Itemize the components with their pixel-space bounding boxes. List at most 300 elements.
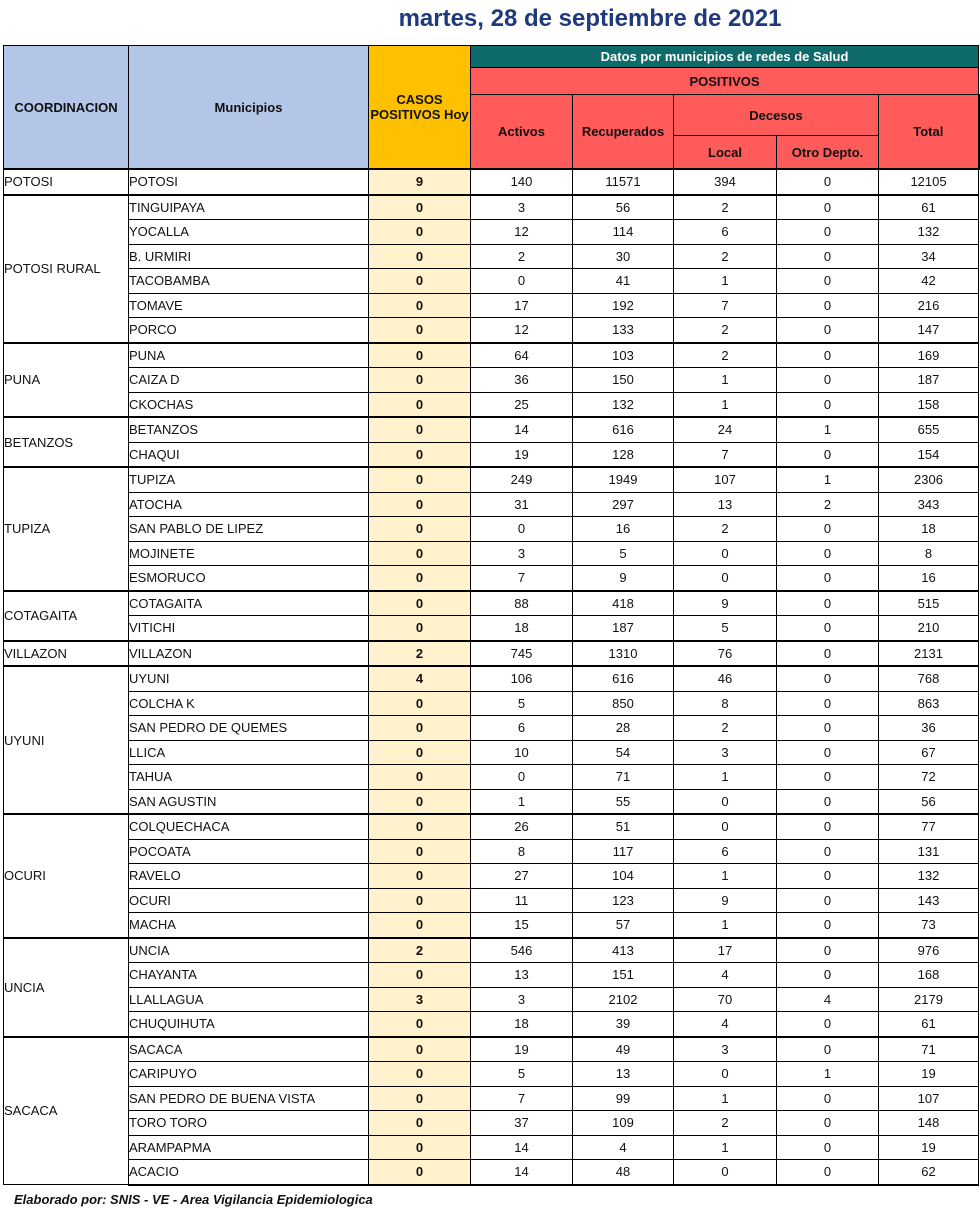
local-cell: 2 <box>674 716 777 741</box>
otro-cell: 0 <box>777 963 879 988</box>
local-cell: 2 <box>674 195 777 220</box>
table-row <box>4 541 979 566</box>
header-local: Local <box>674 136 777 170</box>
local-cell: 7 <box>674 293 777 318</box>
casos-cell: 0 <box>369 1037 471 1062</box>
municipio-cell: PUNA <box>129 343 369 368</box>
municipio-cell: TAHUA <box>129 765 369 790</box>
casos-cell: 3 <box>369 987 471 1012</box>
table-row <box>4 417 979 442</box>
recuperados-cell: 55 <box>573 789 674 814</box>
total-cell: 16 <box>879 566 979 591</box>
activos-cell: 12 <box>471 318 573 343</box>
municipio-cell: LLALLAGUA <box>129 987 369 1012</box>
recuperados-cell: 5 <box>573 541 674 566</box>
coordinacion-cell: BETANZOS <box>4 417 129 467</box>
coordinacion-cell: UYUNI <box>4 666 129 814</box>
total-cell: 67 <box>879 740 979 765</box>
local-cell: 0 <box>674 814 777 839</box>
casos-cell: 0 <box>369 467 471 492</box>
recuperados-cell: 850 <box>573 691 674 716</box>
local-cell: 1 <box>674 864 777 889</box>
recuperados-cell: 616 <box>573 666 674 691</box>
recuperados-cell: 132 <box>573 392 674 417</box>
activos-cell: 19 <box>471 1037 573 1062</box>
total-cell: 343 <box>879 492 979 517</box>
municipio-cell: TINGUIPAYA <box>129 195 369 220</box>
total-cell: 71 <box>879 1037 979 1062</box>
otro-cell: 0 <box>777 566 879 591</box>
local-cell: 70 <box>674 987 777 1012</box>
otro-cell: 0 <box>777 169 879 195</box>
header-municipios: Municipios <box>129 46 369 170</box>
total-cell: 2179 <box>879 987 979 1012</box>
otro-cell: 0 <box>777 938 879 963</box>
municipio-cell: SAN AGUSTIN <box>129 789 369 814</box>
coordinacion-cell: SACACA <box>4 1037 129 1185</box>
total-cell: 143 <box>879 888 979 913</box>
activos-cell: 106 <box>471 666 573 691</box>
total-cell: 863 <box>879 691 979 716</box>
recuperados-cell: 39 <box>573 1012 674 1037</box>
casos-cell: 2 <box>369 641 471 667</box>
activos-cell: 8 <box>471 839 573 864</box>
casos-cell: 0 <box>369 888 471 913</box>
activos-cell: 10 <box>471 740 573 765</box>
municipio-cell: ARAMPAPMA <box>129 1135 369 1160</box>
municipio-cell: MACHA <box>129 913 369 938</box>
total-cell: 19 <box>879 1135 979 1160</box>
local-cell: 13 <box>674 492 777 517</box>
recuperados-cell: 187 <box>573 616 674 641</box>
casos-cell: 0 <box>369 541 471 566</box>
municipio-cell: TORO TORO <box>129 1111 369 1136</box>
otro-cell: 0 <box>777 195 879 220</box>
activos-cell: 0 <box>471 517 573 542</box>
table-body <box>4 169 979 1185</box>
recuperados-cell: 51 <box>573 814 674 839</box>
total-cell: 2131 <box>879 641 979 667</box>
recuperados-cell: 99 <box>573 1086 674 1111</box>
municipio-cell: BETANZOS <box>129 417 369 442</box>
table-row <box>4 1012 979 1037</box>
local-cell: 9 <box>674 888 777 913</box>
municipio-cell: YOCALLA <box>129 220 369 245</box>
table-row <box>4 591 979 616</box>
activos-cell: 546 <box>471 938 573 963</box>
casos-cell: 0 <box>369 293 471 318</box>
otro-cell: 0 <box>777 740 879 765</box>
total-cell: 19 <box>879 1062 979 1087</box>
recuperados-cell: 128 <box>573 442 674 467</box>
casos-cell: 0 <box>369 1111 471 1136</box>
coordinacion-cell: PUNA <box>4 343 129 418</box>
recuperados-cell: 1310 <box>573 641 674 667</box>
municipio-cell: CAIZA D <box>129 368 369 393</box>
municipio-cell: SAN PEDRO DE BUENA VISTA <box>129 1086 369 1111</box>
municipio-cell: VITICHI <box>129 616 369 641</box>
municipio-cell: B. URMIRI <box>129 244 369 269</box>
otro-cell: 4 <box>777 987 879 1012</box>
local-cell: 9 <box>674 591 777 616</box>
otro-cell: 0 <box>777 616 879 641</box>
local-cell: 394 <box>674 169 777 195</box>
total-cell: 8 <box>879 541 979 566</box>
local-cell: 1 <box>674 1086 777 1111</box>
otro-cell: 0 <box>777 765 879 790</box>
casos-cell: 0 <box>369 343 471 368</box>
casos-cell: 0 <box>369 269 471 294</box>
local-cell: 3 <box>674 1037 777 1062</box>
activos-cell: 18 <box>471 1012 573 1037</box>
local-cell: 2 <box>674 318 777 343</box>
activos-cell: 25 <box>471 392 573 417</box>
otro-cell: 1 <box>777 467 879 492</box>
local-cell: 6 <box>674 220 777 245</box>
total-cell: 73 <box>879 913 979 938</box>
total-cell: 976 <box>879 938 979 963</box>
table-row <box>4 616 979 641</box>
casos-cell: 0 <box>369 839 471 864</box>
header-casos-positivos: CASOS POSITIVOS Hoy <box>369 46 471 170</box>
otro-cell: 0 <box>777 1086 879 1111</box>
municipio-cell: TACOBAMBA <box>129 269 369 294</box>
activos-cell: 18 <box>471 616 573 641</box>
total-cell: 77 <box>879 814 979 839</box>
casos-cell: 0 <box>369 591 471 616</box>
coordinacion-cell: OCURI <box>4 814 129 938</box>
table-row <box>4 938 979 963</box>
casos-cell: 2 <box>369 938 471 963</box>
header-decesos: Decesos <box>674 95 879 136</box>
local-cell: 24 <box>674 417 777 442</box>
header-recuperados: Recuperados <box>573 95 674 170</box>
table-row <box>4 839 979 864</box>
recuperados-cell: 413 <box>573 938 674 963</box>
otro-cell: 0 <box>777 1037 879 1062</box>
total-cell: 148 <box>879 1111 979 1136</box>
municipio-cell: COTAGAITA <box>129 591 369 616</box>
local-cell: 76 <box>674 641 777 667</box>
otro-cell: 1 <box>777 1062 879 1087</box>
table-row <box>4 318 979 343</box>
total-cell: 56 <box>879 789 979 814</box>
local-cell: 2 <box>674 244 777 269</box>
activos-cell: 14 <box>471 1135 573 1160</box>
otro-cell: 0 <box>777 716 879 741</box>
local-cell: 3 <box>674 740 777 765</box>
casos-cell: 0 <box>369 517 471 542</box>
casos-cell: 0 <box>369 244 471 269</box>
casos-cell: 0 <box>369 368 471 393</box>
table-row <box>4 368 979 393</box>
local-cell: 0 <box>674 541 777 566</box>
casos-cell: 0 <box>369 1062 471 1087</box>
header-coordinacion: COORDINACION <box>4 46 129 170</box>
activos-cell: 64 <box>471 343 573 368</box>
otro-cell: 0 <box>777 293 879 318</box>
casos-cell: 0 <box>369 913 471 938</box>
otro-cell: 0 <box>777 269 879 294</box>
table-row <box>4 666 979 691</box>
recuperados-cell: 104 <box>573 864 674 889</box>
casos-cell: 9 <box>369 169 471 195</box>
table-row <box>4 269 979 294</box>
table-row <box>4 442 979 467</box>
otro-cell: 0 <box>777 666 879 691</box>
coordinacion-cell: TUPIZA <box>4 467 129 591</box>
activos-cell: 13 <box>471 963 573 988</box>
municipio-cell: POCOATA <box>129 839 369 864</box>
coordinacion-cell: POTOSI RURAL <box>4 195 129 343</box>
recuperados-cell: 103 <box>573 343 674 368</box>
total-cell: 132 <box>879 864 979 889</box>
local-cell: 4 <box>674 963 777 988</box>
recuperados-cell: 57 <box>573 913 674 938</box>
table-row <box>4 220 979 245</box>
activos-cell: 14 <box>471 1160 573 1185</box>
local-cell: 1 <box>674 368 777 393</box>
otro-cell: 0 <box>777 814 879 839</box>
local-cell: 2 <box>674 517 777 542</box>
municipio-cell: CARIPUYO <box>129 1062 369 1087</box>
otro-cell: 0 <box>777 641 879 667</box>
municipio-cell: CHAQUI <box>129 442 369 467</box>
otro-cell: 0 <box>777 541 879 566</box>
recuperados-cell: 297 <box>573 492 674 517</box>
municipio-cell: ESMORUCO <box>129 566 369 591</box>
local-cell: 6 <box>674 839 777 864</box>
activos-cell: 0 <box>471 765 573 790</box>
casos-cell: 0 <box>369 616 471 641</box>
recuperados-cell: 11571 <box>573 169 674 195</box>
covid-cases-table <box>3 45 980 1186</box>
total-cell: 154 <box>879 442 979 467</box>
table-row <box>4 293 979 318</box>
recuperados-cell: 9 <box>573 566 674 591</box>
casos-cell: 0 <box>369 1135 471 1160</box>
recuperados-cell: 16 <box>573 517 674 542</box>
recuperados-cell: 54 <box>573 740 674 765</box>
local-cell: 0 <box>674 1160 777 1185</box>
municipio-cell: CHAYANTA <box>129 963 369 988</box>
table-row <box>4 814 979 839</box>
recuperados-cell: 13 <box>573 1062 674 1087</box>
table-row <box>4 467 979 492</box>
total-cell: 42 <box>879 269 979 294</box>
municipio-cell: TUPIZA <box>129 467 369 492</box>
local-cell: 0 <box>674 789 777 814</box>
activos-cell: 745 <box>471 641 573 667</box>
table-row <box>4 740 979 765</box>
coordinacion-cell: COTAGAITA <box>4 591 129 641</box>
municipio-cell: PORCO <box>129 318 369 343</box>
recuperados-cell: 109 <box>573 1111 674 1136</box>
table-row <box>4 343 979 368</box>
recuperados-cell: 48 <box>573 1160 674 1185</box>
total-cell: 18 <box>879 517 979 542</box>
local-cell: 2 <box>674 1111 777 1136</box>
otro-cell: 0 <box>777 392 879 417</box>
activos-cell: 1 <box>471 789 573 814</box>
otro-cell: 0 <box>777 839 879 864</box>
recuperados-cell: 616 <box>573 417 674 442</box>
table-row <box>4 641 979 667</box>
otro-cell: 2 <box>777 492 879 517</box>
coordinacion-cell: UNCIA <box>4 938 129 1037</box>
recuperados-cell: 114 <box>573 220 674 245</box>
recuperados-cell: 71 <box>573 765 674 790</box>
otro-cell: 0 <box>777 343 879 368</box>
table-row <box>4 492 979 517</box>
casos-cell: 0 <box>369 1086 471 1111</box>
recuperados-cell: 56 <box>573 195 674 220</box>
casos-cell: 0 <box>369 963 471 988</box>
table-row <box>4 888 979 913</box>
municipio-cell: SAN PEDRO DE QUEMES <box>129 716 369 741</box>
casos-cell: 0 <box>369 318 471 343</box>
local-cell: 17 <box>674 938 777 963</box>
casos-cell: 0 <box>369 1012 471 1037</box>
recuperados-cell: 418 <box>573 591 674 616</box>
local-cell: 5 <box>674 616 777 641</box>
table-row <box>4 195 979 220</box>
local-cell: 1 <box>674 392 777 417</box>
recuperados-cell: 123 <box>573 888 674 913</box>
page-title: martes, 28 de septiembre de 2021 <box>398 5 782 32</box>
table-row <box>4 765 979 790</box>
total-cell: 147 <box>879 318 979 343</box>
local-cell: 2 <box>674 343 777 368</box>
table-row <box>4 987 979 1012</box>
otro-cell: 0 <box>777 888 879 913</box>
municipio-cell: SACACA <box>129 1037 369 1062</box>
header-activos: Activos <box>471 95 573 170</box>
otro-cell: 0 <box>777 864 879 889</box>
table-row <box>4 517 979 542</box>
municipio-cell: UNCIA <box>129 938 369 963</box>
activos-cell: 36 <box>471 368 573 393</box>
activos-cell: 0 <box>471 269 573 294</box>
total-cell: 210 <box>879 616 979 641</box>
activos-cell: 31 <box>471 492 573 517</box>
activos-cell: 2 <box>471 244 573 269</box>
casos-cell: 0 <box>369 789 471 814</box>
total-cell: 61 <box>879 1012 979 1037</box>
otro-cell: 0 <box>777 1160 879 1185</box>
recuperados-cell: 2102 <box>573 987 674 1012</box>
casos-cell: 0 <box>369 566 471 591</box>
coordinacion-cell: POTOSI <box>4 169 129 195</box>
total-cell: 131 <box>879 839 979 864</box>
header-otro-depto: Otro Depto. <box>777 136 879 170</box>
total-cell: 72 <box>879 765 979 790</box>
table-row <box>4 1086 979 1111</box>
total-cell: 168 <box>879 963 979 988</box>
recuperados-cell: 117 <box>573 839 674 864</box>
table-row <box>4 963 979 988</box>
total-cell: 62 <box>879 1160 979 1185</box>
activos-cell: 19 <box>471 442 573 467</box>
recuperados-cell: 133 <box>573 318 674 343</box>
total-cell: 36 <box>879 716 979 741</box>
total-cell: 768 <box>879 666 979 691</box>
otro-cell: 0 <box>777 789 879 814</box>
footer-credit: Elaborado por: SNIS - VE - Area Vigilancia Epidemiologica <box>14 1192 373 1207</box>
total-cell: 2306 <box>879 467 979 492</box>
activos-cell: 11 <box>471 888 573 913</box>
activos-cell: 6 <box>471 716 573 741</box>
header-positivos: POSITIVOS <box>471 68 979 95</box>
total-cell: 655 <box>879 417 979 442</box>
municipio-cell: RAVELO <box>129 864 369 889</box>
recuperados-cell: 1949 <box>573 467 674 492</box>
municipio-cell: ACACIO <box>129 1160 369 1185</box>
total-cell: 169 <box>879 343 979 368</box>
casos-cell: 0 <box>369 765 471 790</box>
casos-cell: 0 <box>369 220 471 245</box>
table-row <box>4 244 979 269</box>
otro-cell: 0 <box>777 244 879 269</box>
otro-cell: 1 <box>777 417 879 442</box>
recuperados-cell: 192 <box>573 293 674 318</box>
activos-cell: 26 <box>471 814 573 839</box>
otro-cell: 0 <box>777 591 879 616</box>
activos-cell: 140 <box>471 169 573 195</box>
activos-cell: 3 <box>471 195 573 220</box>
activos-cell: 17 <box>471 293 573 318</box>
activos-cell: 7 <box>471 566 573 591</box>
activos-cell: 88 <box>471 591 573 616</box>
municipio-cell: UYUNI <box>129 666 369 691</box>
casos-cell: 4 <box>369 666 471 691</box>
casos-cell: 0 <box>369 442 471 467</box>
otro-cell: 0 <box>777 368 879 393</box>
municipio-cell: MOJINETE <box>129 541 369 566</box>
recuperados-cell: 28 <box>573 716 674 741</box>
coordinacion-cell: VILLAZON <box>4 641 129 667</box>
total-cell: 12105 <box>879 169 979 195</box>
casos-cell: 0 <box>369 864 471 889</box>
casos-cell: 0 <box>369 392 471 417</box>
total-cell: 34 <box>879 244 979 269</box>
municipio-cell: VILLAZON <box>129 641 369 667</box>
recuperados-cell: 4 <box>573 1135 674 1160</box>
activos-cell: 5 <box>471 1062 573 1087</box>
recuperados-cell: 30 <box>573 244 674 269</box>
municipio-cell: LLICA <box>129 740 369 765</box>
activos-cell: 12 <box>471 220 573 245</box>
activos-cell: 15 <box>471 913 573 938</box>
recuperados-cell: 49 <box>573 1037 674 1062</box>
casos-cell: 0 <box>369 814 471 839</box>
total-cell: 187 <box>879 368 979 393</box>
recuperados-cell: 151 <box>573 963 674 988</box>
otro-cell: 0 <box>777 913 879 938</box>
total-cell: 216 <box>879 293 979 318</box>
municipio-cell: CKOCHAS <box>129 392 369 417</box>
activos-cell: 249 <box>471 467 573 492</box>
table-row <box>4 1037 979 1062</box>
activos-cell: 37 <box>471 1111 573 1136</box>
otro-cell: 0 <box>777 1012 879 1037</box>
table-row <box>4 691 979 716</box>
casos-cell: 0 <box>369 691 471 716</box>
municipio-cell: COLCHA K <box>129 691 369 716</box>
local-cell: 1 <box>674 269 777 294</box>
local-cell: 0 <box>674 1062 777 1087</box>
otro-cell: 0 <box>777 517 879 542</box>
